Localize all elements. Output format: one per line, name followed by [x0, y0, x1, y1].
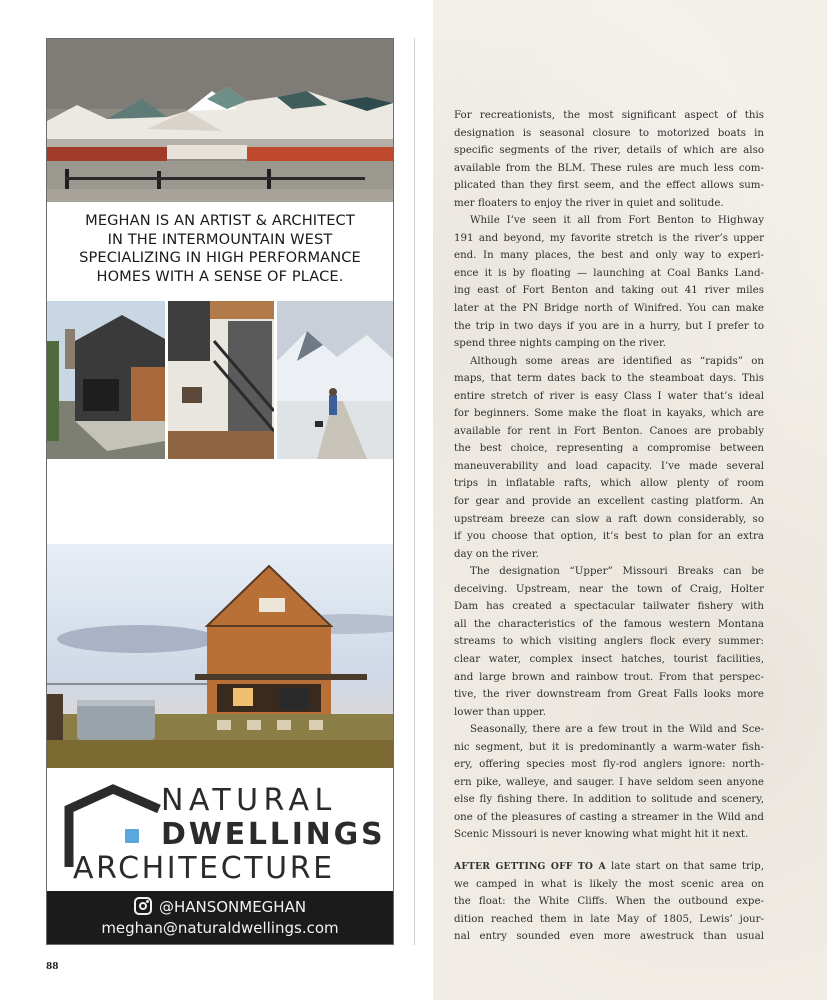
article-line: else fly fishing there. In addition to solitude and scenery, [454, 793, 764, 806]
article-line: the trip in two days if you are in a hurry, but I prefer to [454, 319, 764, 332]
mountain-artwork-image [47, 39, 393, 202]
instagram-handle[interactable]: @HANSONMEGHAN [158, 898, 307, 916]
article-line: for beginners. Some make the float in kayaks, which are [454, 407, 764, 420]
section-gap [454, 844, 764, 858]
article-line: upstream breeze can slow a raft down considerably, so [454, 512, 764, 525]
article-line: day on the river. [454, 547, 539, 560]
article-line: end. In many places, the best and only way to experi- [454, 249, 764, 262]
article-line: we camped in what is likely the most scenic area on [454, 877, 764, 890]
article-line: one of the pleasures of casting a streamer in the Wild and [454, 810, 764, 823]
article-line: spend three nights camping on the river. [454, 337, 666, 350]
barn-house-photo [47, 544, 393, 768]
article-line: plicated than they first seem, and the effect allows sum- [454, 179, 764, 192]
article-line: Seasonally, there are a few trout in the Wild and Sce- [470, 723, 764, 736]
article-line: mer floaters to enjoy the river in quiet and solitude. [454, 196, 724, 209]
article-line: clear water, complex insect hatches, tourist facilities, [454, 652, 764, 665]
article-line: entire stretch of river is easy Class I water that’s ideal [454, 389, 764, 402]
article-line: maneuverability and load capacity. I’ve made several [454, 459, 764, 472]
article-line: The designation “Upper” Missouri Breaks can be [470, 565, 764, 578]
article-line: nic segment, but it is predominantly a warm-water fish- [454, 740, 764, 753]
contact-bar [47, 891, 393, 944]
article-line: ing east of Fort Benton and taking out 41 river miles [454, 284, 764, 297]
article-line: for gear and provide an excellent casting platform. An [454, 495, 764, 508]
article-line: the best choice, representing a compromise between [454, 442, 764, 455]
email-link[interactable]: meghan@naturaldwellings.com [101, 919, 339, 937]
article-line: trips in inflatable rafts, which allow plenty of room [454, 477, 764, 490]
headline-line: SPECIALIZING IN HIGH PERFORMANCE [79, 249, 361, 267]
article-line: streams to which visiting anglers flock every summer: [454, 635, 764, 648]
article-line: Scenic Missouri is never knowing what might hit it next. [454, 828, 749, 841]
article-line: later at the PN Bridge north of Winifred. You can make [454, 302, 764, 315]
article-body [454, 107, 764, 946]
article-line: While I’ve seen it all from Fort Benton to Highway [470, 214, 764, 227]
headline-line: HOMES WITH A SENSE OF PLACE. [96, 267, 344, 285]
article-line: all the characteristics of the famous western Montana [454, 617, 764, 630]
article-line: For recreationists, the most significant aspect of this [454, 109, 764, 121]
headline-line: IN THE INTERMOUNTAIN WEST [107, 230, 333, 248]
house-exterior-photo [47, 301, 165, 459]
article-line: ence it is by floating — launching at Coal Banks Land- [454, 266, 764, 279]
ad-headline [47, 212, 393, 286]
article-line: available for rent in Fort Benton. Canoes are probably [454, 424, 764, 437]
article-line-text: late start on that same trip, [605, 859, 764, 872]
article-line: the float: the White Cliffs. When the outbound expe- [454, 895, 764, 908]
headline-line: MEGHAN IS AN ARTIST & ARCHITECT [85, 212, 355, 229]
article-line: designation is seasonal closure to motorized boats in [454, 126, 764, 139]
natural-dwellings-logo [47, 777, 393, 889]
interior-stair-photo [168, 301, 274, 459]
article-line: 191 and beyond, my favorite stretch is the river’s upper [454, 231, 764, 244]
article-line: Dam has created a spectacular tailwater fishery with [454, 600, 764, 613]
article-line: tive, the river downstream from Great Falls looks more [454, 688, 764, 701]
article-line: nal entry sounded even more awestruck than usual [454, 930, 764, 943]
section-lead-in: AFTER GETTING OFF TO A [454, 860, 606, 872]
article-line: Although some areas are identified as “rapids” on [470, 354, 764, 367]
photo-row [47, 301, 393, 459]
article-line: if you choose that option, it’s best to plan for an extra [454, 530, 764, 543]
instagram-icon [134, 897, 152, 915]
logo-line-natural: NATURAL [161, 783, 337, 818]
advertisement [46, 38, 394, 945]
column-divider [414, 38, 415, 945]
article-line: specific segments of the river, details of which are also [454, 144, 764, 157]
article-line: ery, offering species most fly-rod anglers ignore: north- [454, 758, 764, 771]
logo-line-architecture: ARCHITECTURE [73, 851, 335, 886]
article-line: ern pike, walleye, and sauger. I have seldom seen anyone [454, 775, 764, 788]
article-line: and large brown and rainbow trout. From that perspec- [454, 670, 764, 683]
article-line [454, 858, 764, 876]
logo-line-dwellings: DWELLINGS [161, 817, 386, 852]
page-number: 88 [46, 962, 59, 972]
article-line: lower than upper. [454, 705, 546, 718]
article-line: available from the BLM. These rules are much less com- [454, 161, 764, 174]
article-line: dition reached them in late May of 1805, Lewis’ jour- [454, 912, 764, 925]
instagram-row [47, 897, 393, 916]
article-line: maps, that term dates back to the steamboat days. This [454, 372, 764, 385]
winter-runner-photo [277, 301, 393, 459]
article-line: deceiving. Upstream, near the town of Craig, Holter [454, 582, 764, 595]
